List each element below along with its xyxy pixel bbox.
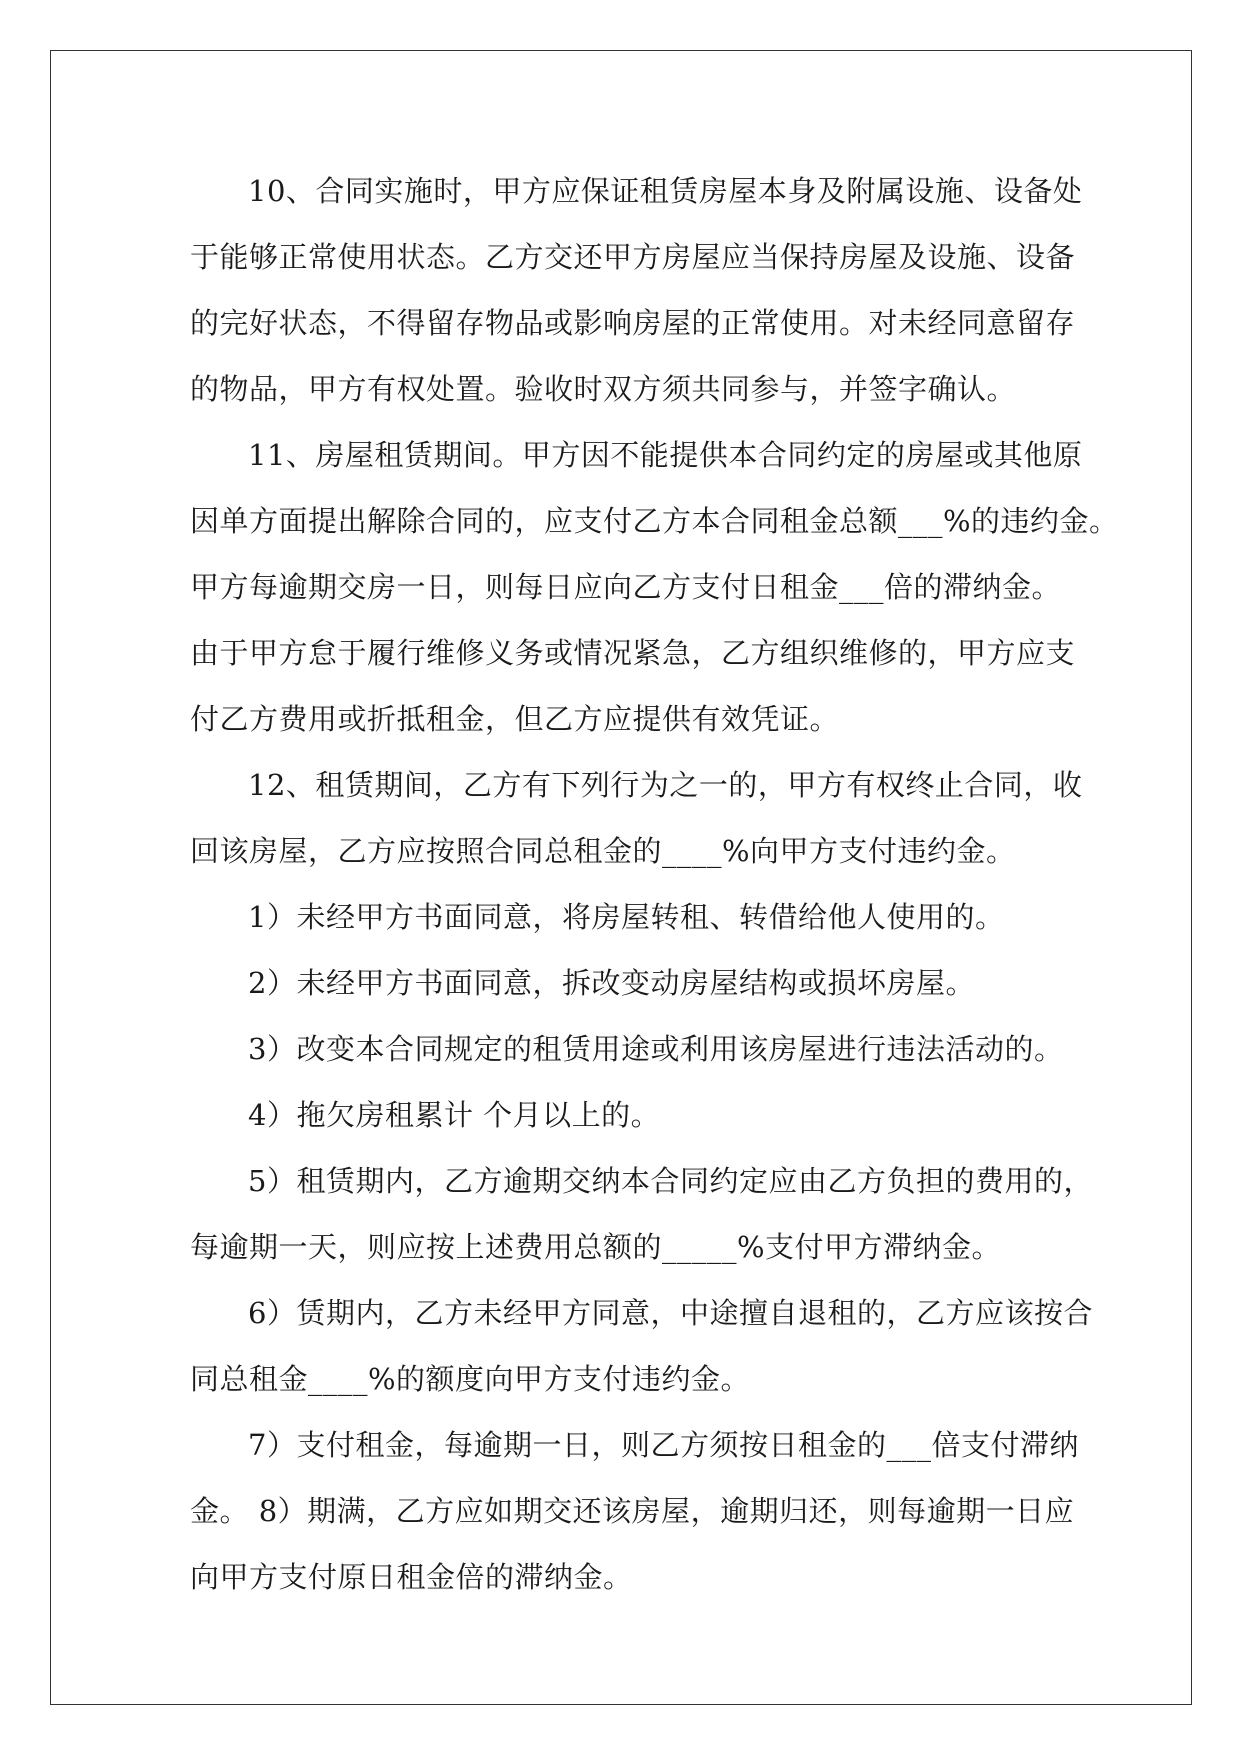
text-line: 金。 8）期满，乙方应如期交还该房屋，逾期归还，则每逾期一日应 xyxy=(190,1494,1075,1528)
text-line: 甲方每逾期交房一日，则每日应向乙方支付日租金___倍的滞纳金。 xyxy=(190,570,1062,604)
text-line: 付乙方费用或折抵租金，但乙方应提供有效凭证。 xyxy=(190,702,840,736)
text-line: 于能够正常使用状态。乙方交还甲方房屋应当保持房屋及设施、设备 xyxy=(190,240,1076,274)
text-line: 由于甲方怠于履行维修义务或情况紧急，乙方组织维修的，甲方应支 xyxy=(190,636,1076,670)
document-body xyxy=(190,158,1119,1610)
text-line: 10、合同实施时，甲方应保证租赁房屋本身及附属设施、设备处 xyxy=(248,174,1083,208)
text-line: 向甲方支付原日租金倍的滞纳金。 xyxy=(190,1560,633,1594)
text-line: 7）支付租金，每逾期一日，则乙方须按日租金的___倍支付滞纳 xyxy=(248,1428,1079,1462)
text-line: 的物品，甲方有权处置。验收时双方须共同参与，并签字确认。 xyxy=(190,372,1017,406)
text-line: 12、租赁期间，乙方有下列行为之一的，甲方有权终止合同，收 xyxy=(248,768,1083,802)
text-line: 每逾期一天，则应按上述费用总额的_____%支付甲方滞纳金。 xyxy=(190,1230,1002,1264)
text-line: 2）未经甲方书面同意，拆改变动房屋结构或损坏房屋。 xyxy=(248,966,975,1000)
text-line: 回该房屋，乙方应按照合同总租金的____%向甲方支付违约金。 xyxy=(190,834,1016,868)
text-line: 的完好状态，不得留存物品或影响房屋的正常使用。对未经同意留存 xyxy=(190,306,1076,340)
text-line: 因单方面提出解除合同的，应支付乙方本合同租金总额___%的违约金。 xyxy=(190,504,1119,538)
text-line: 3）改变本合同规定的租赁用途或利用该房屋进行违法活动的。 xyxy=(248,1032,1064,1066)
text-line: 11、房屋租赁期间。甲方因不能提供本合同约定的房屋或其他原 xyxy=(248,438,1083,472)
text-line: 1）未经甲方书面同意，将房屋转租、转借给他人使用的。 xyxy=(248,900,1005,934)
text-line: 6）赁期内，乙方未经甲方同意，中途擅自退租的，乙方应该按合 xyxy=(248,1296,1093,1330)
text-line: 5）租赁期内，乙方逾期交纳本合同约定应由乙方负担的费用的， xyxy=(248,1164,1093,1198)
text-line: 同总租金____%的额度向甲方支付违约金。 xyxy=(190,1362,751,1396)
text-line: 4）拖欠房租累计 个月以上的。 xyxy=(248,1098,661,1132)
